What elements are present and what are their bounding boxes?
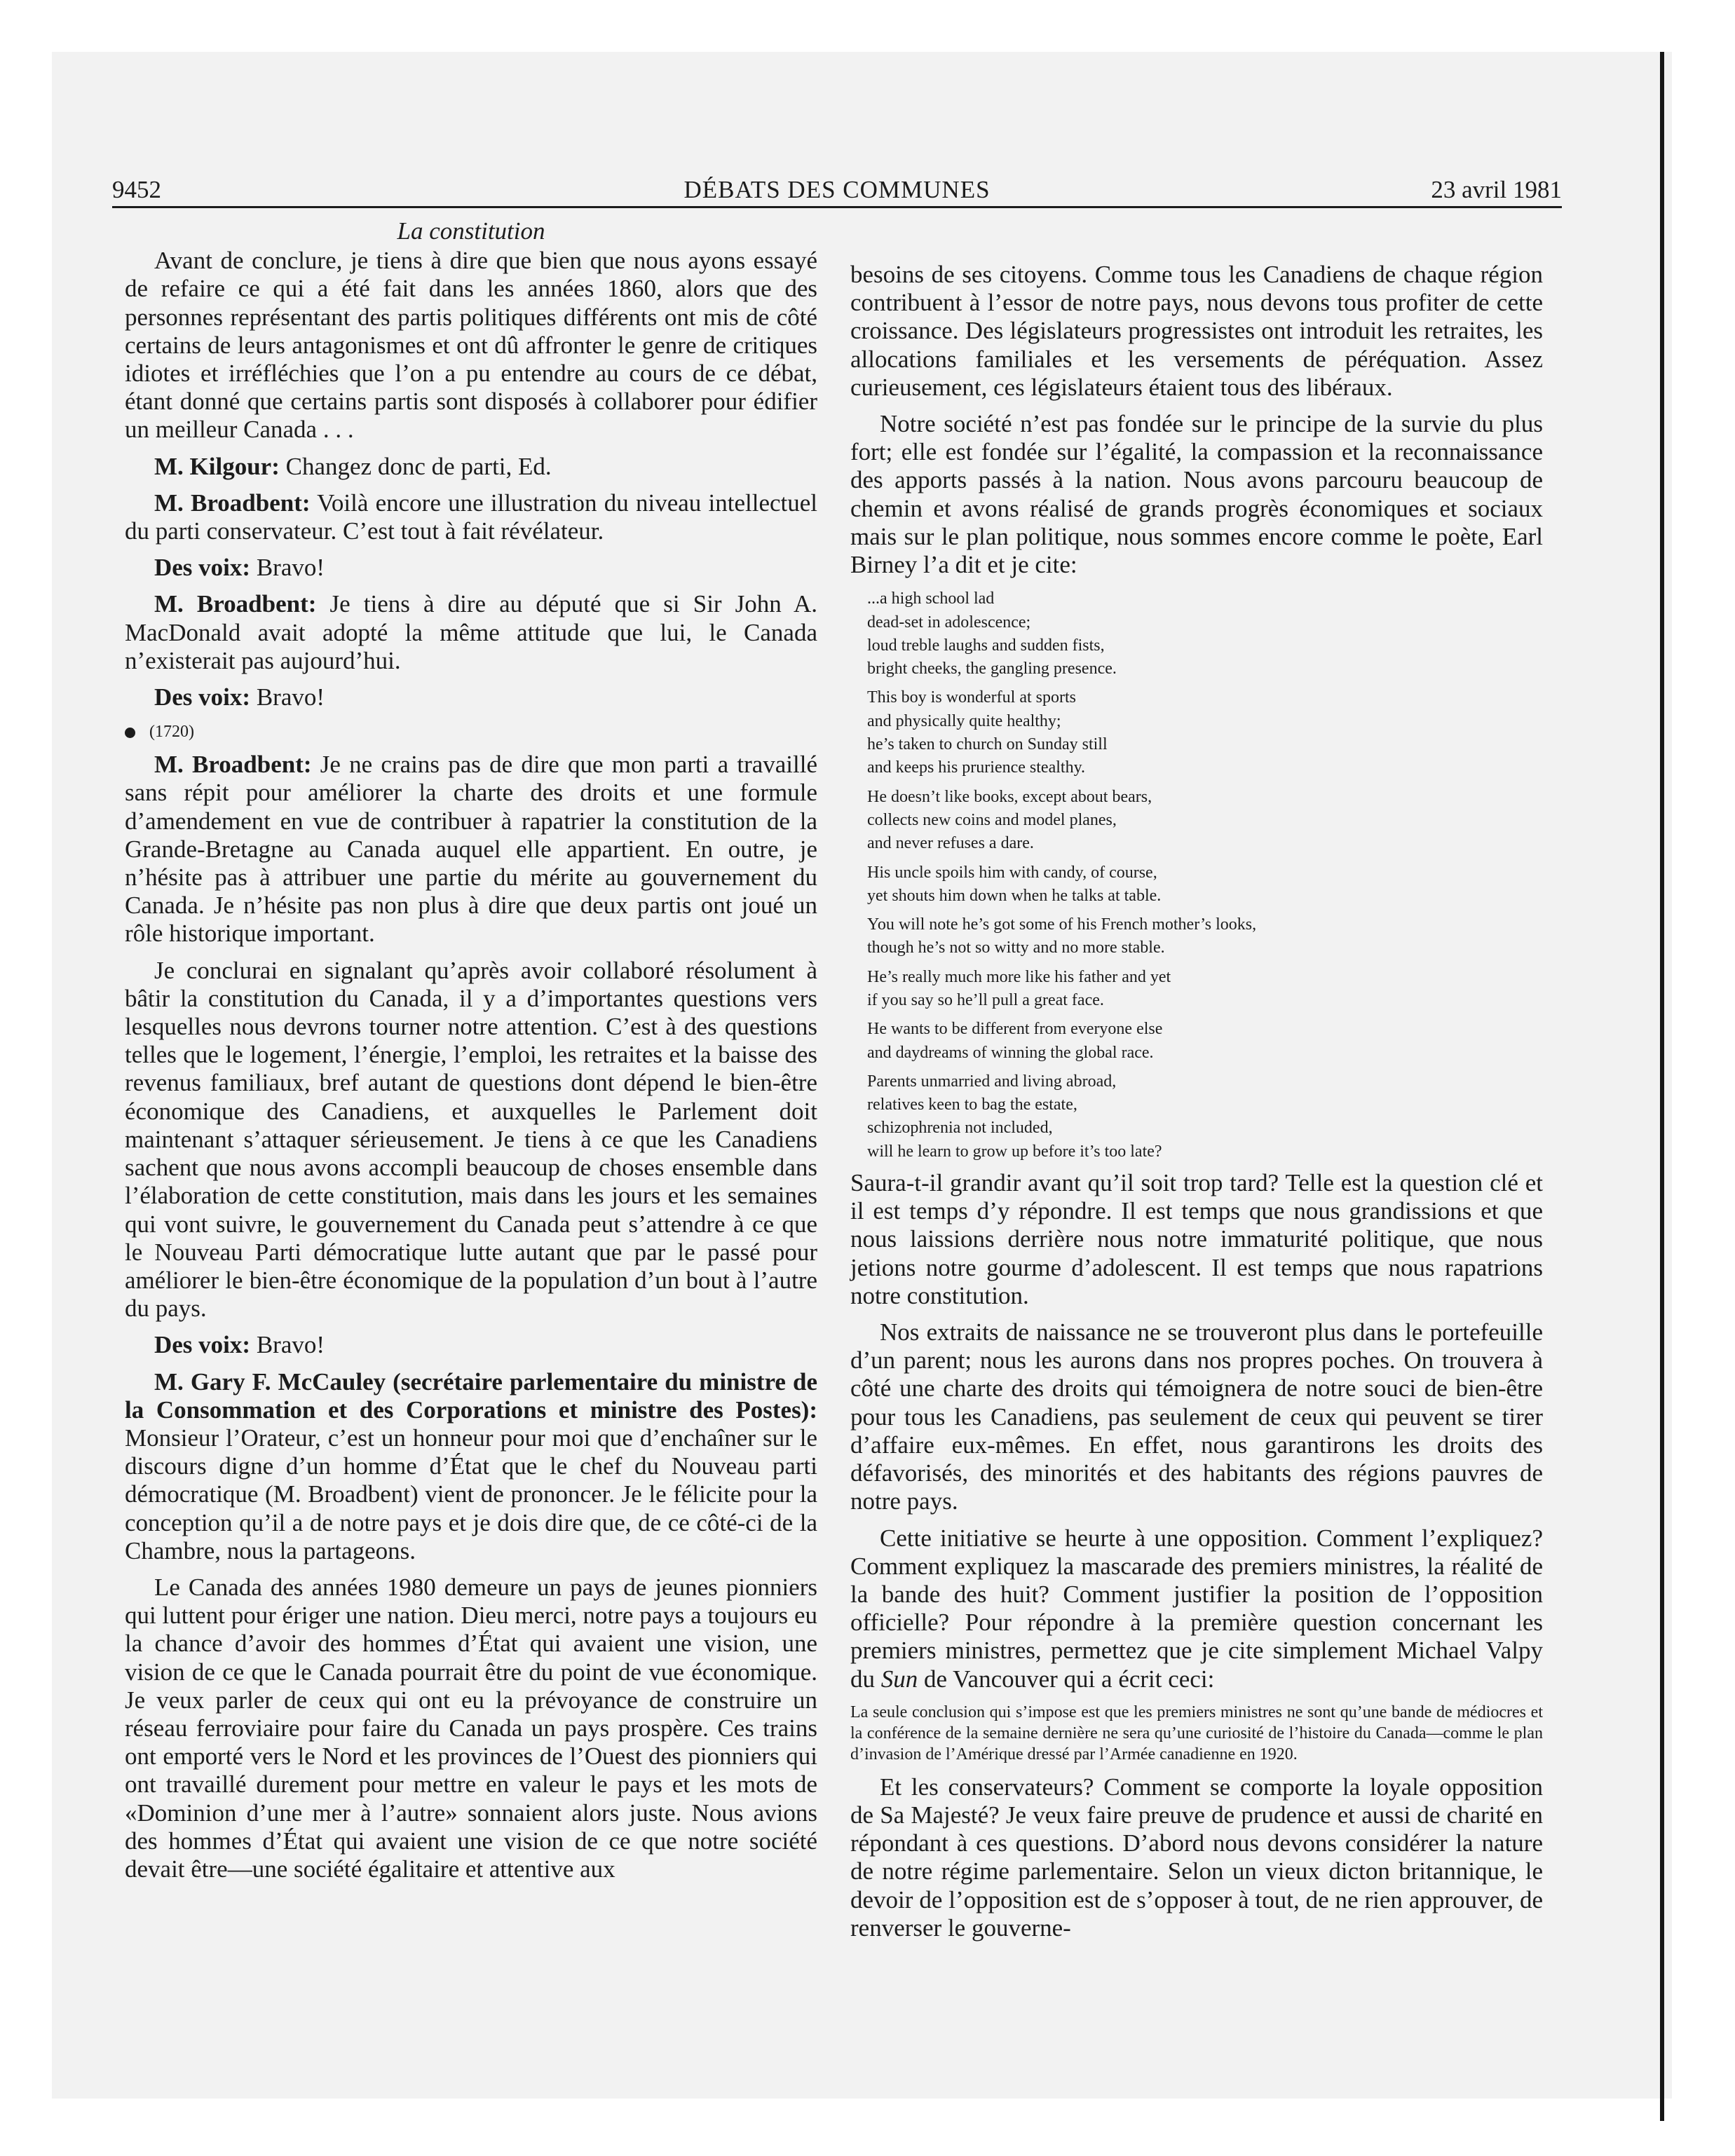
poem-line: He wants to be different from everyone else [867,1020,1163,1039]
left-column [125,217,817,1892]
poem-line: he’s taken to church on Sunday still [867,735,1108,754]
page-edge-bar [1660,52,1664,2121]
timestamp [125,720,817,744]
speech-text: Monsieur l’Orateur, c’est un honneur pour moi que d’enchaîner sur le discours digne d’un homme d’État que le chef du Nouveau parti démocratique (M. Broadbent) vient de prononcer. Je le félicite pour la conception qu’il a de notre pays et je dois dire que, de ce côté-ci de la Chambre, nous la partageons. [125,1424,817,1564]
poem-stanza [867,861,1543,908]
poem-line: schizophrenia not included, [867,1119,1053,1138]
speaker-name: M. Broadbent: [154,751,312,779]
poem-line: bright cheeks, the gangling presence. [867,660,1117,678]
poem-line: and daydreams of winning the global race. [867,1043,1154,1062]
timestamp-text: (1720) [149,723,194,742]
initiative-text-b: de Vancouver qui a écrit ceci: [918,1665,1215,1693]
poem-line: dead-set in adolescence; [867,613,1031,632]
right-column [850,261,1543,1951]
page-number: 9452 [112,176,161,203]
poem-line: though he’s not so witty and no more stable. [867,939,1165,957]
poem-line: and keeps his prurience stealthy. [867,758,1086,777]
interjection-2 [125,683,817,711]
poem-line: His uncle spoils him with candy, of course, [867,863,1157,882]
poem-stanza [867,913,1543,960]
newspaper-name: Sun [880,1665,918,1693]
interjection-3 [125,1331,817,1359]
speech-broadbent-3 [125,751,817,948]
publication-date: 23 avril 1981 [1431,176,1562,203]
poem-stanza [867,966,1543,1013]
poem-line: He’s really much more like his father and yet [867,967,1171,986]
paragraph-conclude: Je conclurai en signalant qu’après avoir collaboré résolument à bâtir la constitution du Canada, il y a d’importantes questions vers lesquelles nous devrons tourner notre attention. C’est à des questions telles que le logement, l’énergie, l’emploi, les retraites et la baisse des revenus familiaux, bref autant de questions dont dépend le bien-être économique des Canadiens, et auxquelles le Parlement doit maintenant s’attaquer sérieusement. Je tiens à ce que les Canadiens sachent que nous avons accompli beaucoup de choses ensemble dans l’élaboration de cette constitution, mais dans les jours et les semaines qui vont suivre, le gouvernement du Canada peut s’attendre à ce que le Nouveau Parti démocratique lutte autant que par le passé pour améliorer le bien-être économique de la population d’un bout à l’autre du pays. [125,956,817,1323]
poem-line: and never refuses a dare. [867,834,1034,853]
interjection-1 [125,554,817,582]
speech-text: Changez donc de parti, Ed. [279,452,552,480]
poem-line: yet shouts him down when he talks at table. [867,886,1162,905]
poem-line: relatives keen to bag the estate, [867,1096,1077,1114]
interjection-label: Des voix: [154,554,251,582]
header-rule [112,206,1562,208]
paragraph-extraits: Nos extraits de naissance ne se trouveront plus dans le portefeuille d’un parent; nous les aurons dans nos propres poches. On trouvera à côté une charte des droits qui témoignera de notre souci de bien-être pour tous les Canadiens, pas seulement de ceux qui peuvent se tirer d’affaire eux-mêmes. En effet, nous garantirons les droits des défavorisés, des minorités et des habitants des régions pauvres de notre pays. [850,1318,1543,1515]
block-quote: La seule conclusion qui s’impose est que les premiers ministres ne sont qu’une bande de médiocres et la conférence de la semaine dernière ne sera qu’une curiosité de l’histoire du Canada—comme le plan d’invasion de l’Amérique dressé par l’Armée canadienne en 1920. [850,1703,1543,1763]
poem-stanza [867,786,1543,856]
speech-mccauley [125,1368,817,1565]
paragraph-conclusion: Avant de conclure, je tiens à dire que bien que nous ayons essayé de refaire ce qui a été fait dans les années 1860, alors que des personnes représentant des partis politiques différents ont mis de côté certains de leurs antagonismes et ont dû affronter le genre de critiques idiotes et irréfléchies que l’on a pu entendre au cours de ce débat, étant donné que certains partis sont disposés à collaborer pour édifier un meilleur Canada . . . [125,247,817,444]
poem-stanza [867,1070,1543,1164]
paragraph-initiative [850,1524,1543,1693]
speech-broadbent-1 [125,489,817,545]
poem-line: loud treble laughs and sudden fists, [867,636,1105,655]
poem-stanza [867,686,1543,779]
speaker-name: M. Broadbent: [154,489,311,517]
poem-line: You will note he’s got some of his French mother’s looks, [867,915,1257,934]
interjection-text: Bravo! [250,554,325,582]
speaker-name: M. Gary F. McCauley (secrétaire parlementaire du ministre de la Consommation et des Corporations et ministre des Postes): [125,1367,817,1424]
poem-line: ...a high school lad [867,589,995,608]
poem-line: and physically quite healthy; [867,711,1061,730]
interjection-text: Bravo! [250,683,325,711]
poem-line: if you say so he’ll pull a great face. [867,990,1104,1009]
interjection-text: Bravo! [250,1331,325,1359]
paragraph-canada-1980: Le Canada des années 1980 demeure un pays de jeunes pionniers qui luttent pour ériger une nation. Dieu merci, notre pays a toujours eu la chance d’avoir des hommes d’État qui avaient une vision, une vision de ce que le Canada pourrait être du point de vue économique. Je veux parler de ceux qui ont eu la prévoyance de construire un réseau ferroviaire pour faire du Canada un pays prospère. Ces trains ont emporté vers le Nord et les provinces de l’Ouest des pionniers qui ont travaillé durement pour mettre en valeur le pays et les mots de «Dominion d’une mer à l’autre» sonnaient alors juste. Nous avions des hommes d’État qui avaient une vision de ce que notre société devait être—une société égalitaire et attentive aux [125,1573,817,1883]
publication-title: DÉBATS DES COMMUNES [683,176,991,203]
paragraph-societe: Notre société n’est pas fondée sur le principe de la survie du plus fort; elle est fondée sur l’égalité, la compassion et la reconnaissance des apports passés à la nation. Nous avons parcouru beaucoup de chemin et avons réalisé de grands progrès économiques et sociaux mais sur le plan politique, nous sommes encore comme le poète, Earl Birney l’a dit et je cite: [850,410,1543,579]
paragraph-grandir: Saura-t-il grandir avant qu’il soit trop tard? Telle est la question clé et il est temps d’y répondre. Il est temps que nous grandissions et que nous laissions derrière nous notre immaturité politique, que nous jetions notre gourme d’adolescent. Il est temps que nous rapatrions notre constitution. [850,1169,1543,1309]
interjection-label: Des voix: [154,683,251,711]
poem-line: He doesn’t like books, except about bears, [867,787,1152,806]
poem-line: Parents unmarried and living abroad, [867,1072,1117,1091]
initiative-text-a: Cette initiative se heurte à une opposition. Comment l’expliquez? Comment expliquez la mascarade des premiers ministres, la réalité de la bande des huit? Comment justifier la position de l’opposition officielle? Pour répondre à la première question concernant les premiers ministres, permettez que je cite simplement Michael Valpy du [850,1524,1543,1693]
section-title: La constitution [397,217,545,245]
poem-line: will he learn to grow up before it’s too late? [867,1142,1162,1161]
speech-broadbent-2 [125,590,817,675]
paragraph-conservateurs: Et les conservateurs? Comment se comporte la loyale opposition de Sa Majesté? Je veux faire preuve de prudence et aussi de charité en répondant à ces questions. D’abord nous devons considérer la nature de notre régime parlementaire. Selon un vieux dicton britannique, le devoir de l’opposition est de s’opposer à tout, de ne rien approuver, de renverser le gouverne- [850,1773,1543,1942]
speech-text: Je ne crains pas de dire que mon parti a travaillé sans répit pour améliorer la charte des droits et une formule d’amendement en vue de contribuer à rapatrier la constitution de la Grande-Bretagne au Canada auquel elle appartient. En outre, je n’hésite pas à attribuer une partie du mérite au gouvernement du Canada. Je n’hésite pas non plus à dire que deux partis ont joué un rôle historique important. [125,751,818,948]
page-header [112,174,1562,206]
speech-kilgour [125,453,817,481]
poem-line: collects new coins and model planes, [867,810,1117,829]
poem-line: This boy is wonderful at sports [867,688,1076,707]
bullet-icon [125,728,135,738]
poem-stanza [867,587,1543,681]
speech-text: Voilà encore une illustration du niveau intellectuel du parti conservateur. C’est tout à fait révélateur. [125,489,817,545]
interjection-label: Des voix: [154,1331,251,1359]
poem-quotation [867,587,1543,1164]
speaker-name: M. Broadbent: [154,590,317,618]
poem-stanza [867,1018,1543,1065]
speech-text: Je tiens à dire au député que si Sir John A. MacDonald avait adopté la même attitude que lui, le Canada n’existerait pas aujourd’hui. [125,590,817,674]
speaker-name: M. Kilgour: [154,452,280,480]
paragraph-continued: besoins de ses citoyens. Comme tous les Canadiens de chaque région contribuent à l’essor de notre pays, nous devons tous profiter de cette croissance. Des législateurs progressistes ont introduit les retraites, les allocations familiales et les versements de péréquation. Assez curieusement, ces législateurs étaient tous des libéraux. [850,261,1543,401]
